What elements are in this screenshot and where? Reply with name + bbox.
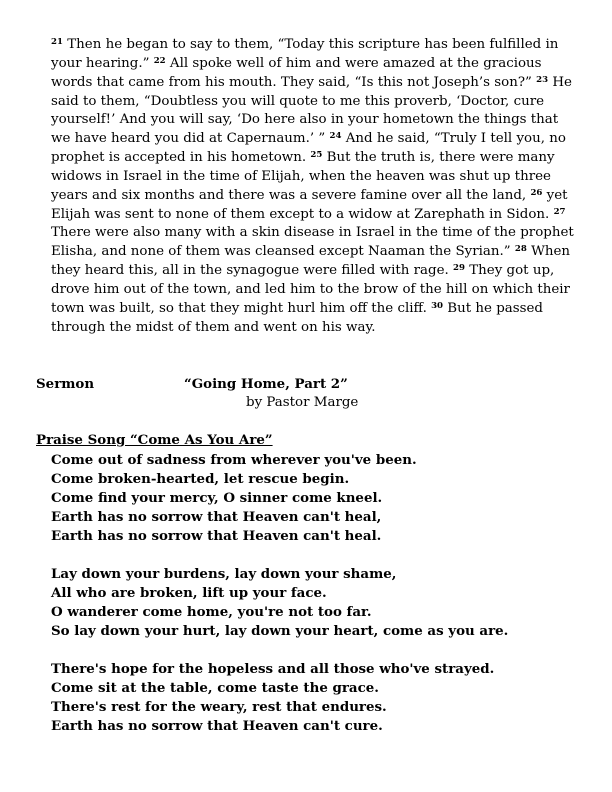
verse-text: But he passed through the midst of them and went on his way.	[51, 300, 544, 335]
lyric-line: Come sit at the table, come taste the grace.	[51, 680, 379, 696]
verse-text: They got up, drove him out of the town, and led him to the brow of the hill on which their town was built, so that they might hurl him off the cliff.	[51, 263, 570, 316]
verse-text: All spoke well of him and were amazed at the gracious words that came from his mouth. They said, “Is this not Joseph’s son?”	[51, 55, 542, 90]
verse-number: 25	[310, 150, 323, 161]
verse-number: 26	[530, 187, 543, 198]
verse-text: He said to them, “Doubtless you will quote to me this proverb, ‘Doctor, cure yourself!’ And you will say, ‘Do here also in your hometown the things that we have heard you did at Capernaum.’ ”	[51, 74, 572, 147]
verse-number: 23	[536, 74, 549, 85]
lyric-line: Earth has no sorrow that Heaven can't heal,	[51, 509, 382, 525]
song-lyrics	[51, 451, 591, 755]
lyric-line: Earth has no sorrow that Heaven can't cure.	[51, 718, 383, 734]
verse-number: 21	[51, 37, 63, 47]
sermon-author: by Pastor Marge	[246, 395, 359, 410]
verse-number: 30	[431, 300, 444, 311]
sermon-title: “Going Home, Part 2”	[184, 376, 348, 392]
lyric-line: Come find your mercy, O sinner come kneel.	[51, 490, 383, 506]
lyric-line: So lay down your hurt, lay down your heart, come as you are.	[51, 623, 509, 639]
lyric-line: Come out of sadness from wherever you've been.	[51, 452, 417, 468]
verse-number: 22	[153, 55, 166, 66]
lyric-line: Come broken-hearted, let rescue begin.	[51, 471, 350, 487]
lyrics-stanza	[51, 451, 591, 546]
lyric-line: Lay down your burdens, lay down your shame,	[51, 566, 397, 582]
verse-number: 29	[453, 263, 465, 274]
verse-text: And he said, “Truly I tell you, no prophet is accepted in his hometown.	[51, 131, 566, 166]
verse-text: Then he began to say to them, “Today this scripture has been fulfilled in your hearing.”	[51, 37, 559, 71]
lyrics-stanza	[51, 565, 591, 641]
lyric-line: There's hope for the hopeless and all those who've strayed.	[51, 661, 495, 677]
verse-number: 24	[329, 131, 342, 142]
lyric-line: O wanderer come home, you're not too far.	[51, 604, 372, 620]
lyrics-stanza	[51, 660, 591, 736]
praise-song-heading: Praise Song “Come As You Are”	[36, 432, 273, 448]
verse-text: But the truth is, there were many widows in Israel in the time of Elijah, when the heaven was shut up three years and six months and there was a severe famine over all the land,	[51, 150, 555, 203]
scripture-passage	[51, 36, 581, 338]
lyric-line: There's rest for the weary, rest that endures.	[51, 699, 387, 715]
verse-text: yet Elijah was sent to none of them except to a widow at Zarephath in Sidon.	[51, 187, 568, 222]
sermon-label: Sermon	[36, 376, 95, 392]
lyric-line: All who are broken, lift up your face.	[51, 585, 327, 601]
verse-number: 27	[553, 206, 566, 217]
verse-text: When they heard this, all in the synagogue were filled with rage.	[51, 244, 571, 279]
lyric-line: Earth has no sorrow that Heaven can't heal.	[51, 528, 382, 544]
verse-number: 28	[514, 244, 527, 255]
verse-text: There were also many with a skin disease in Israel in the time of the prophet Elisha, and none of them was cleansed except Naaman the Syrian.”	[51, 225, 574, 260]
